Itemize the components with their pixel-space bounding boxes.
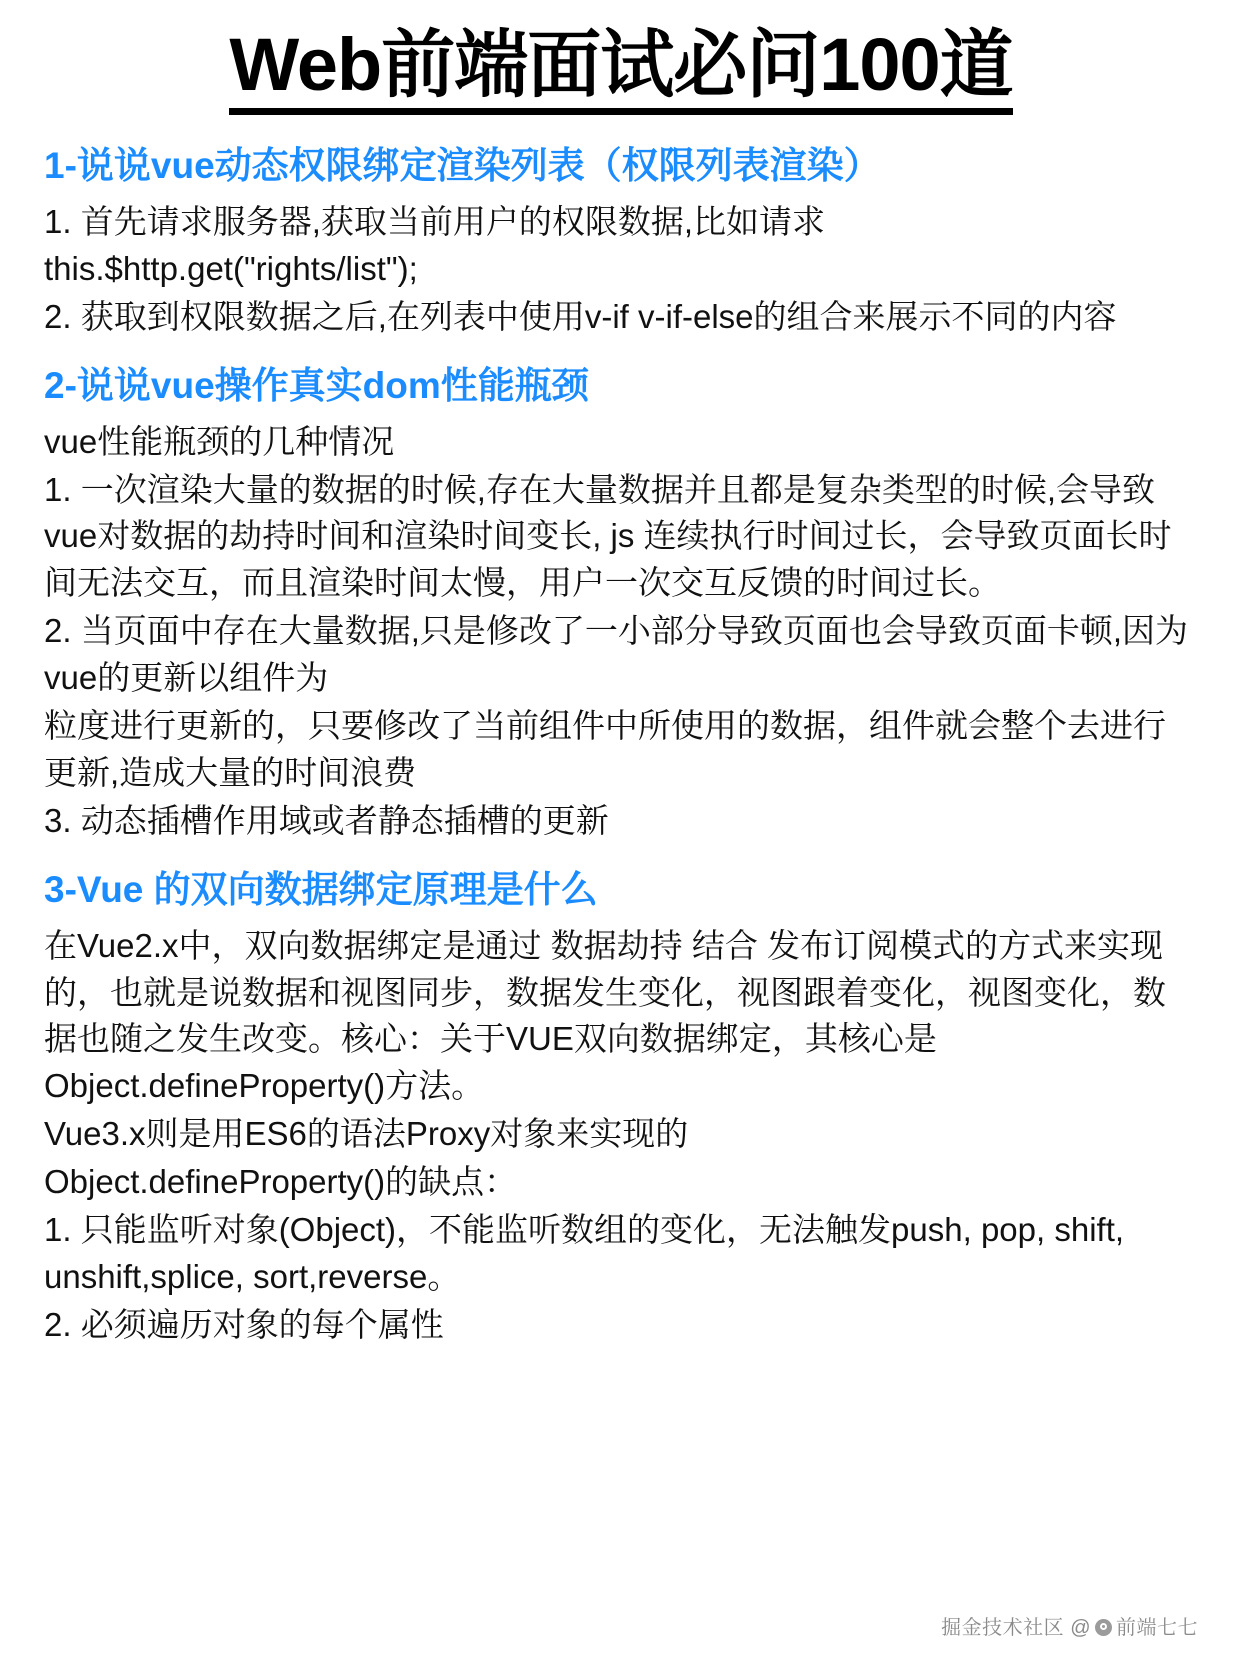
- watermark-prefix: 掘金技术社区 @: [941, 1617, 1091, 1639]
- answer-paragraph: 2. 当页面中存在大量数据,只是修改了一小部分导致页面也会导致页面卡顿,因为vue的更新以组件为: [44, 612, 1189, 697]
- answer-paragraph: Object.defineProperty()的缺点：: [44, 1163, 518, 1201]
- user-icon: [1095, 1619, 1112, 1636]
- page-title: [44, 23, 1198, 115]
- watermark: [941, 1611, 1198, 1640]
- question-section-2: [44, 363, 1198, 845]
- answer-paragraph: 粒度进行更新的，只要修改了当前组件中所使用的数据，组件就会整个去进行更新,造成大量的时间浪费: [44, 706, 1166, 791]
- answer-paragraph: Vue3.x则是用ES6的语法Proxy对象来实现的: [44, 1115, 689, 1153]
- question-heading-3: 3-Vue 的双向数据绑定原理是什么: [44, 868, 598, 910]
- answer-paragraph: 2. 获取到权限数据之后,在列表中使用v-if v-if-else的组合来展示不同的内容: [44, 297, 1117, 335]
- answer-paragraph: 1. 只能监听对象(Object)，不能监听数组的变化，无法触发push, pop, shift, unshift,splice, sort,reverse。: [44, 1210, 1125, 1295]
- page-title-text: Web前端面试必问100道: [229, 26, 1012, 115]
- answer-paragraph: 3. 动态插槽作用域或者静态插槽的更新: [44, 801, 609, 839]
- question-section-3: [44, 867, 1198, 1349]
- answer-paragraph: 2. 必须遍历对象的每个属性: [44, 1305, 444, 1343]
- watermark-author: 前端七七: [1116, 1617, 1198, 1639]
- answer-paragraph: 1. 首先请求服务器,获取当前用户的权限数据,比如请求 this.$http.get("rights/list");: [44, 202, 826, 287]
- answer-paragraph: vue性能瓶颈的几种情况: [44, 422, 395, 460]
- answer-paragraph: 1. 一次渲染大量的数据的时候,存在大量数据并且都是复杂类型的时候,会导致vue对数据的劫持时间和渲染时间变长, js 连续执行时间过长，会导致页面长时间无法交互，而且渲染时间太慢，用户一次交互反馈的时间过长。: [44, 470, 1172, 602]
- question-heading-1: 1-说说vue动态权限绑定渲染列表（权限列表渲染）: [44, 144, 881, 186]
- question-heading-2: 2-说说vue操作真实dom性能瓶颈: [44, 364, 589, 406]
- question-section-1: [44, 143, 1198, 341]
- answer-paragraph: 在Vue2.x中，双向数据绑定是通过 数据劫持 结合 发布订阅模式的方式来实现的，也就是说数据和视图同步，数据发生变化，视图跟着变化，视图变化，数据也随之发生改变。核心：关于VUE双向数据绑定，其核心是 Object.defineProperty()方法。: [44, 926, 1166, 1105]
